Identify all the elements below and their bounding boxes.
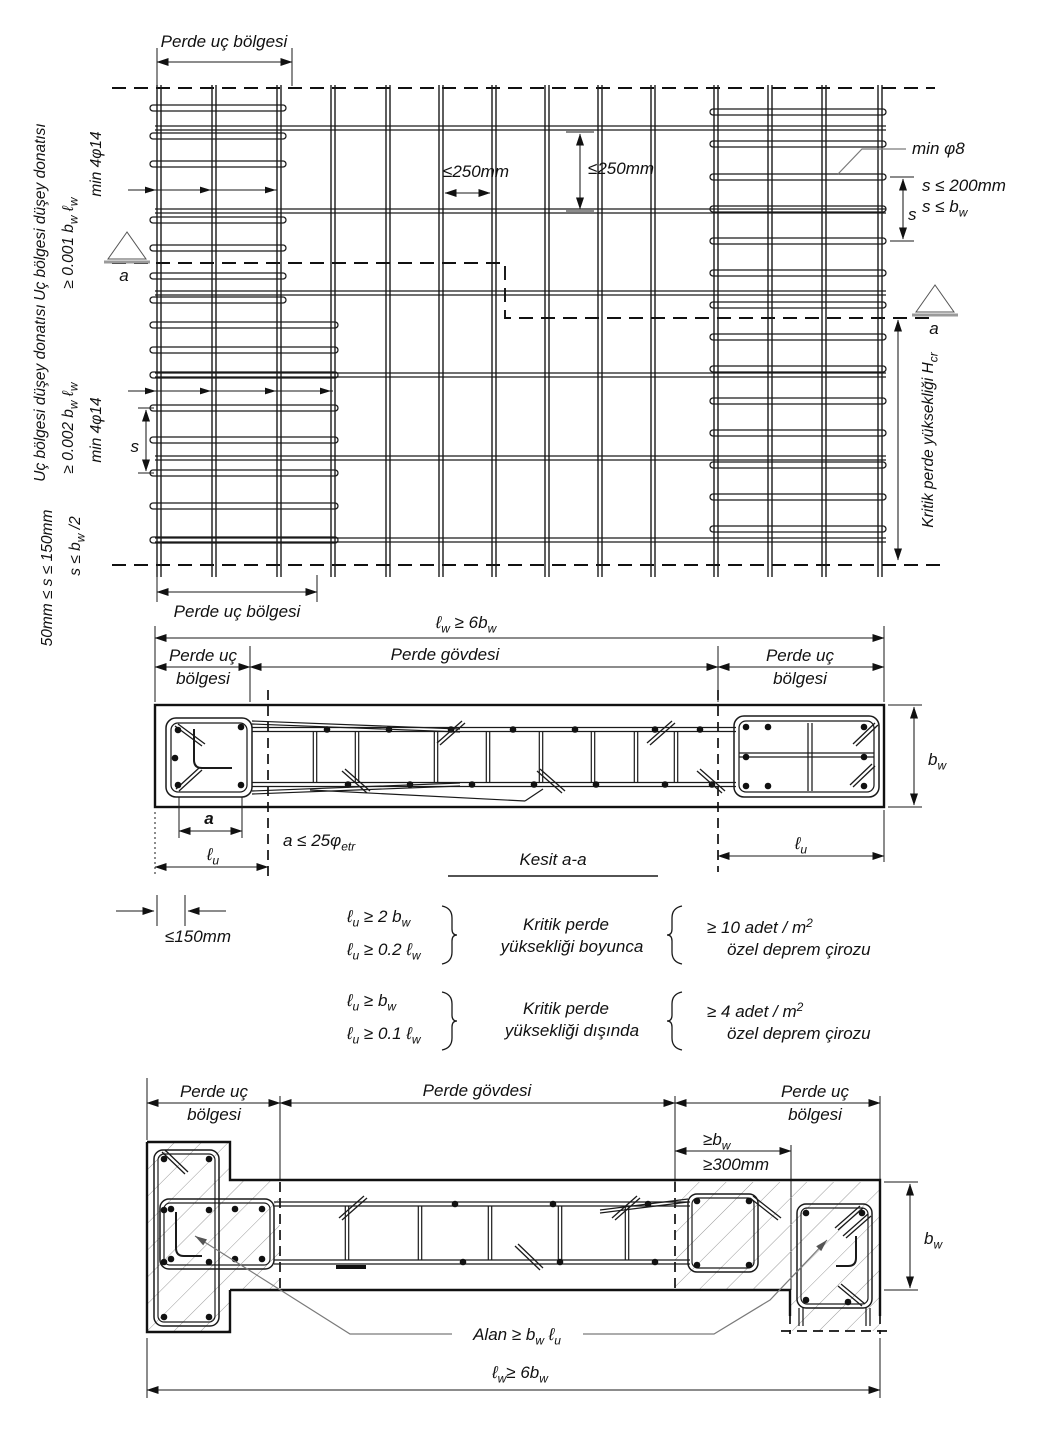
rebar-element [206,1156,213,1163]
drawing-line: w [401,915,411,930]
section-marker-triangle-left [108,232,146,259]
drawing-line: w [66,400,81,410]
drawing-line: ≥ 0.002 b [60,409,77,474]
drawing-line: w [441,621,450,636]
critical-wall-height-label [920,351,941,527]
rebar-element [515,1246,540,1270]
drawing-line: etr [341,839,356,854]
drawing-line: ℓ [347,1024,353,1043]
section-a-a-figure [116,613,947,946]
f3-end-zone-right-1: Perde uç [780,1082,850,1101]
drawing-line: ℓ [435,613,442,632]
rebar-element [150,161,286,167]
section-title: Kesit a-a [519,850,587,869]
rebar-element [743,724,750,731]
drawing-line [442,992,457,1050]
rebar-element [150,245,286,251]
lw-dim-label-mid [435,613,498,636]
drawing-line: ≥b [703,1130,722,1149]
rebar-element [259,1206,266,1213]
rebar-element [710,494,886,500]
end-zone-title-bottom: Perde uç bölgesi [173,602,301,621]
f3-web-label: Perde gövdesi [422,1081,532,1100]
condition-2-line2: yüksekliği dışında [504,1021,640,1040]
section-label-a-left: a [119,266,129,285]
rebar-element [150,405,338,411]
min-phi8-note: min φ8 [912,139,965,158]
rebar-element [845,1299,852,1306]
rebar-element [150,217,286,223]
drawing-line: Kritik perde yüksekliği H [920,362,937,528]
drawing-line: ≥ 0.2 ℓ [359,940,412,959]
s-dim-label-right: s [908,205,917,224]
s-max-bw-note [922,197,969,220]
rebar-element [710,238,886,244]
rebar-element [161,1207,168,1214]
rebar-element [206,1314,213,1321]
drawing-line: ≥ 2 b [359,907,402,926]
bw-dim-label-mid [928,750,947,773]
rebar-element [150,105,286,111]
rebar-element [710,462,886,468]
drawing-line [230,1290,790,1316]
lu-dim-label-left [206,845,220,868]
rebar-element [161,1314,168,1321]
drawing-line: ≥ b [359,991,388,1010]
rebar-element [265,187,276,194]
section-label-a-right: a [929,319,939,338]
drawing-line: b [928,750,938,769]
requirement-notes [346,906,871,1050]
rebar-element [710,398,886,404]
lu-rule-1b [346,940,422,963]
drawing-line: ≥ 6b [506,1363,540,1382]
rebar-element [161,1259,168,1266]
drawing-line: ≥ 0.1 ℓ [359,1024,412,1043]
a-dim-label: a [204,809,214,828]
drawing-line: ℓ [347,940,353,959]
condition-2-line1: Kritik perde [523,999,609,1018]
drawing-line: w [535,1333,545,1348]
rebar-element [460,1259,467,1266]
rebar-element [525,789,543,801]
rebar-element [697,726,704,733]
drawing-line: ≥ 0.001 b [60,224,77,289]
rebar-element [550,1201,557,1208]
rebar-element [440,723,465,745]
rebar-element [710,270,886,276]
rebar-element [572,726,579,733]
rebar-element [194,729,232,768]
drawing-line: ℓ [794,834,801,853]
elevation-rebar-grid [128,85,886,577]
rebar-element [861,783,868,790]
drawing-line: ℓ [206,845,213,864]
drawing-line: u [800,842,808,857]
drawing-line: ≥ 10 adet / m [707,918,807,937]
drawing-line: ℓ [544,1325,555,1344]
drawing-line: ℓ [60,391,77,401]
drawing-line: w [387,999,397,1014]
rebar-element [803,1297,810,1304]
f3-end-zone-left-1: Perde uç [179,1082,249,1101]
crosstie-rule-2 [707,1000,804,1021]
rebar-element [171,723,247,792]
min-4phi14-note-1: min 4φ14 [88,131,105,197]
web-zone-label: Perde gövdesi [390,645,500,664]
drawing-line: w [933,1237,943,1252]
end-zone-label-left: Perde uç [168,646,238,665]
crosstie-rule-1 [707,916,813,937]
drawing-line: 2 [796,1000,804,1014]
rebar-element [765,724,772,731]
rebar-element [861,724,868,731]
section-marker-triangle-right [916,285,954,312]
rebar-element [662,781,669,788]
drawing-line: ℓ [347,907,353,926]
drawing-line: /2 [67,516,84,534]
tie-spacing-note: 50mm ≤ s ≤ 150mm [39,509,56,647]
drawing-line: a ≤ 25φ [283,831,342,850]
crosstie-rule-2b: özel deprem çirozu [727,1024,871,1043]
rebar-element [743,783,750,790]
end-zone-label-right-2: bölgesi [773,669,827,688]
alan-label [472,1325,561,1348]
wall-elevation-figure [32,32,1006,646]
drawing-line: ≥ 4 adet / m [707,1002,797,1021]
end-zone-vertical-rebar-note-1: Uç bölgesi düşey donatısı [32,123,49,301]
rebar-element [861,754,868,761]
rebar-element [179,770,202,791]
bw-min-label [703,1130,732,1153]
rebar-element [238,782,245,789]
drawing-line: w [66,197,81,207]
drawing-line: cr [926,352,941,363]
rebar-element [850,764,872,785]
min-300-label: ≥300mm [703,1155,770,1174]
drawing-line: 2 [806,916,813,930]
end-zone-label-left-2: bölgesi [176,669,230,688]
tie-spacing-note-2 [67,516,88,576]
rebar-element [161,1156,168,1163]
rebar-element [265,388,276,395]
rebar-element [310,790,525,801]
drawing-line: w [66,382,81,392]
drawing-line: s ≤ b [67,542,84,576]
drawing-line: w [66,215,81,225]
lu-rule-1a [346,907,412,930]
rebar-element [765,783,772,790]
rebar-element [469,781,476,788]
rebar-element [694,1198,701,1205]
rebar-element [710,526,886,532]
end-zone-title-top: Perde uç bölgesi [160,32,288,51]
lu-rule-2b [346,1024,422,1047]
drawing-line: u [352,1032,360,1047]
rebar-element [710,174,886,180]
drawing-line: w [721,1138,731,1153]
rebar-element [168,1206,175,1213]
min-phi8-leader [838,149,906,174]
end-zone-ratio-note-2 [60,381,81,474]
drawing-line: w [497,1371,507,1386]
rebar-element [652,1259,659,1266]
rebar-element [150,133,286,139]
drawing-line: u [352,915,360,930]
drawing-line: ℓ [347,991,353,1010]
flanged-wall-section-figure [147,1078,943,1398]
s-dim-label-left: s [130,437,139,456]
rebar-element [710,109,886,115]
lu-rule-2a [346,991,397,1014]
rebar-element [339,1196,364,1218]
rebar-element [206,1259,213,1266]
rebar-element [803,1210,810,1217]
rebar-element [710,334,886,340]
f3-end-zone-right-2: bölgesi [788,1105,842,1124]
rebar-element [652,726,659,733]
rebar-element [531,781,538,788]
drawing-line [442,906,457,964]
rebar-element [232,1206,239,1213]
rebar-element [593,781,600,788]
drawing-line: w [487,621,497,636]
rebar-element [175,727,182,734]
drawing-line: w [539,1371,548,1386]
s-max-200-note: s ≤ 200mm [922,176,1006,195]
rebar-element [206,1207,213,1214]
rebar-element [150,273,286,279]
drawing-line: u [352,999,360,1014]
rebar-element [145,388,156,395]
rebar-element [150,437,338,443]
rebar-element [259,1256,266,1263]
rebar-element [510,726,517,733]
drawing-line [667,992,682,1050]
rebar-element [172,755,179,762]
a-max-note [283,831,356,854]
lu-dim-label-right [794,834,808,857]
drawing-line: w [73,533,88,543]
rebar-element [200,187,211,194]
rebar-element [150,347,338,353]
rebar-element [710,141,886,147]
rebar-element [178,724,205,744]
condition-1-line2: yüksekliği boyunca [500,937,644,956]
dim-250-horizontal: ≤250mm [442,162,510,181]
drawing-line: b [924,1229,934,1248]
rebar-element [320,388,331,395]
rebar-element [200,388,211,395]
drawing-line [667,906,682,964]
drawing-line: ≥ 6b [449,613,488,632]
rebar-element [710,366,886,372]
rebar-element [150,470,338,476]
rebar-element [175,782,182,789]
section-rebar [166,716,879,801]
bw-dim-label-bottom [924,1229,943,1252]
crosstie-rule-1b: özel deprem çirozu [727,940,871,959]
end-zone-label-right: Perde uç [765,646,835,665]
drawing-line: w [411,948,421,963]
lw-dim-label-bottom [491,1363,549,1386]
rebar-element [168,1256,175,1263]
drawing-line: u [212,853,220,868]
rebar-element [540,769,565,791]
drawing-line: u [352,948,360,963]
condition-1-line1: Kritik perde [523,915,609,934]
rebar-element [150,297,286,303]
drawing-line: ℓ [492,1363,498,1382]
drawing-line: Alan ≥ b [473,1325,536,1344]
rebar-element [238,724,245,731]
hatched-concrete-left [147,1142,280,1332]
rebar-element [694,1262,701,1269]
dim-250-vertical: ≤250mm [588,159,655,178]
rebar-element [557,1259,564,1266]
rebar-element [150,503,338,509]
rebar-element [710,430,886,436]
drawing-line: w [411,1032,421,1047]
f3-end-zone-left-2: bölgesi [187,1105,241,1124]
rebar-element [452,1201,459,1208]
rebar-element [746,1262,753,1269]
end-zone-ratio-note-1 [60,196,81,289]
min-4phi14-note-2: min 4φ14 [88,397,105,463]
rebar-element [743,754,750,761]
rebar-element [710,302,886,308]
drawing-line: w [937,758,947,773]
drawing-line: w [958,205,968,220]
rebar-element [650,723,675,745]
drawing-line: s ≤ b [922,197,959,216]
end-zone-vertical-rebar-note-2: Uç bölgesi düşey donatısı [32,304,49,482]
rebar-element [150,322,338,328]
rebar-element [145,187,156,194]
dim-150-label: ≤150mm [164,927,232,946]
drawing-line: u [554,1333,561,1348]
drawing-line: ℓ [60,206,77,216]
